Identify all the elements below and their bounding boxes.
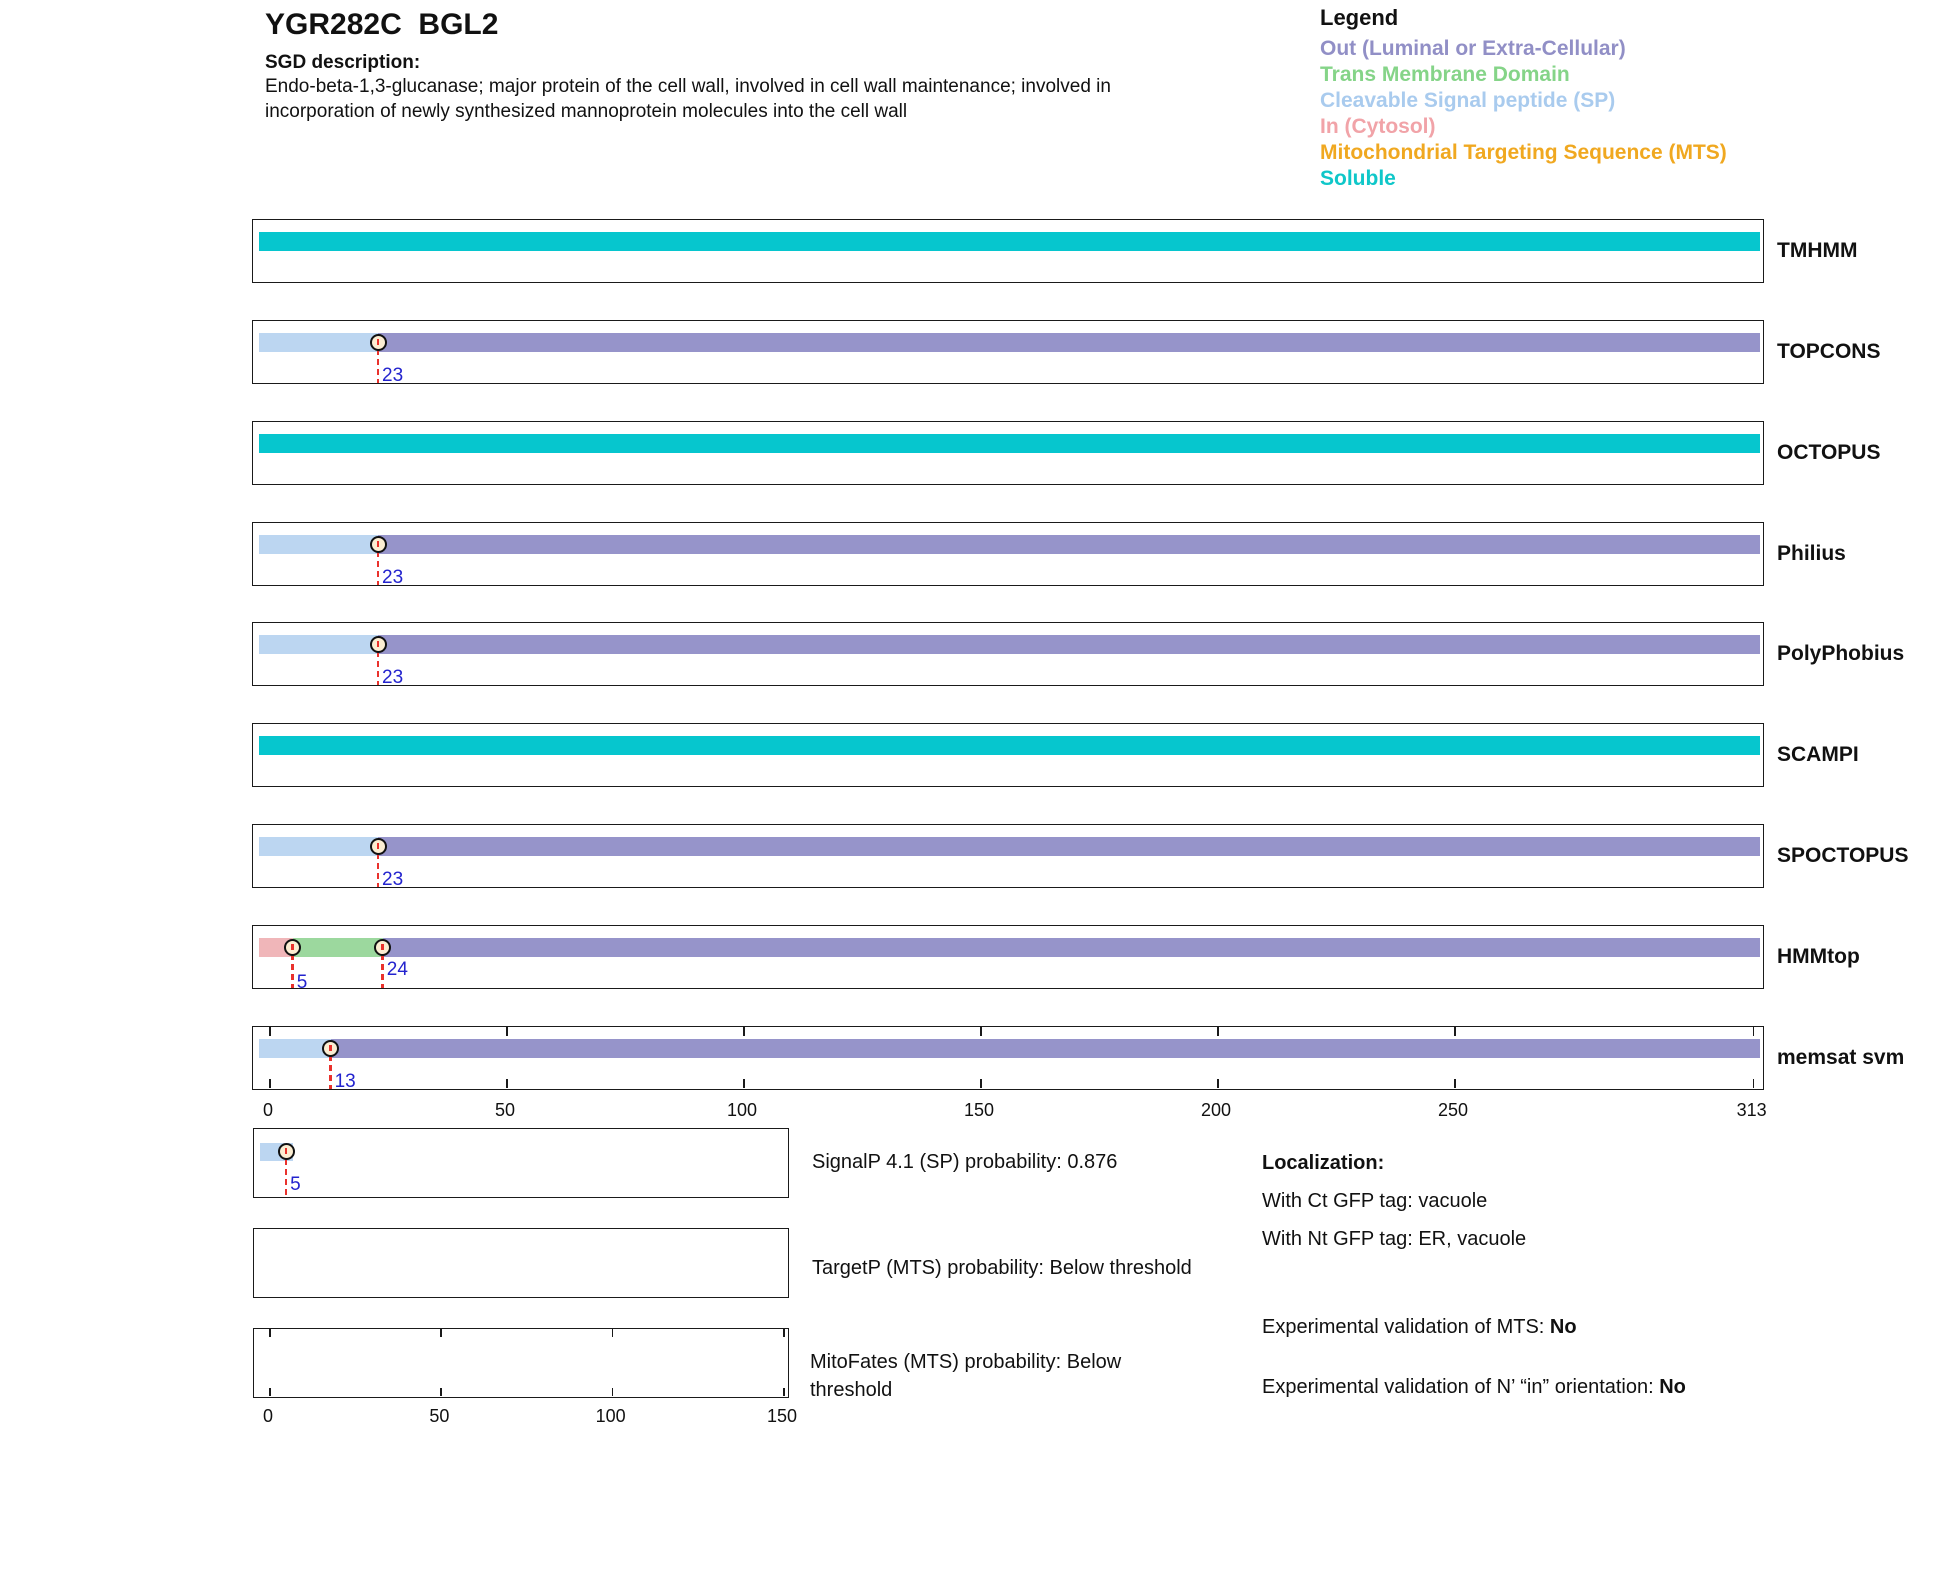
marker-line <box>291 954 294 988</box>
track-label-tmhmm: TMHMM <box>1777 239 1858 262</box>
marker-circle <box>278 1143 295 1160</box>
axis-tick <box>269 1027 271 1036</box>
track-label-octopus: OCTOPUS <box>1777 441 1881 464</box>
segment-sp <box>259 333 378 352</box>
sgd-description-text <box>265 74 1255 124</box>
marker-line <box>285 1159 288 1197</box>
segment-out <box>378 837 1760 856</box>
sgd-description-line: Endo-beta-1,3-glucanase; major protein of the cell wall, involved in cell wall maintenance; involved in <box>265 76 1111 97</box>
position-label: 5 <box>290 1174 301 1195</box>
axis-tick-label: 100 <box>595 1406 626 1426</box>
mts-validation-text: Experimental validation of MTS: <box>1262 1316 1550 1338</box>
track-box-philius <box>252 522 1764 586</box>
track-box-topcons <box>252 320 1764 384</box>
segment-sp <box>259 1039 331 1058</box>
orientation-validation-value: No <box>1659 1376 1686 1398</box>
localization-nt-gfp: With Nt GFP tag: ER, vacuole <box>1262 1228 1527 1250</box>
legend-item: Mitochondrial Targeting Sequence (MTS) <box>1320 141 1727 164</box>
marker-dot <box>377 541 380 547</box>
segment-out <box>378 535 1760 554</box>
axis-tick <box>269 1329 271 1337</box>
marker-line <box>377 853 380 887</box>
marker-line <box>377 551 380 585</box>
legend-title: Legend <box>1320 5 1399 30</box>
axis-tick <box>1753 1079 1755 1088</box>
segment-out <box>383 938 1760 957</box>
axis-tick <box>980 1027 982 1036</box>
marker-dot <box>377 339 380 345</box>
marker-circle <box>370 536 387 553</box>
plot-box-2 <box>253 1328 789 1398</box>
legend-items <box>1320 36 1727 192</box>
localization-panel <box>1262 1152 1912 1432</box>
marker-line <box>377 651 380 685</box>
axis-tick <box>506 1027 508 1036</box>
sgd-description-label: SGD description: <box>265 52 421 73</box>
track-box-spoctopus <box>252 824 1764 888</box>
marker-line <box>377 349 380 383</box>
plot-label-2: MitoFates (MTS) probability: Below threshold <box>810 1351 1122 1401</box>
axis-tick-label: 50 <box>494 1100 516 1120</box>
legend-item: Out (Luminal or Extra-Cellular) <box>1320 37 1626 60</box>
position-label: 23 <box>382 869 404 890</box>
track-label-spoctopus: SPOCTOPUS <box>1777 844 1909 867</box>
marker-line <box>381 954 384 988</box>
axis-tick <box>269 1388 271 1396</box>
segment-tm <box>293 938 383 957</box>
axis-tick <box>506 1079 508 1088</box>
marker-circle <box>370 636 387 653</box>
legend-item: Cleavable Signal peptide (SP) <box>1320 89 1616 112</box>
axis-tick <box>743 1027 745 1036</box>
axis-tick <box>440 1329 442 1337</box>
track-box-hmmtop <box>252 925 1764 993</box>
segment-sp <box>259 535 378 554</box>
axis-tick-label: 0 <box>262 1406 273 1426</box>
track-box-tmhmm <box>252 219 1764 283</box>
segment-soluble <box>259 434 1760 453</box>
track-label-philius: Philius <box>1777 542 1846 565</box>
axis-tick-label: 313 <box>1736 1100 1767 1120</box>
axis-tick <box>1454 1079 1456 1088</box>
position-label: 5 <box>296 972 308 993</box>
position-label: 24 <box>386 959 408 980</box>
position-label: 23 <box>382 567 404 588</box>
segment-out <box>378 635 1760 654</box>
plot-label-1: TargetP (MTS) probability: Below threshold <box>812 1257 1192 1279</box>
track-box-octopus <box>252 421 1764 485</box>
axis-tick-label: 0 <box>262 1100 273 1120</box>
axis-tick-label: 150 <box>963 1100 995 1120</box>
marker-dot <box>291 944 294 950</box>
segment-out <box>331 1039 1760 1058</box>
axis-tick <box>743 1079 745 1088</box>
plot-box-1 <box>253 1228 789 1298</box>
marker-dot <box>285 1148 288 1154</box>
axis-tick <box>1217 1079 1219 1088</box>
track-box-polyphobius <box>252 622 1764 686</box>
segment-soluble <box>259 736 1760 755</box>
position-label: 23 <box>382 667 404 688</box>
segment-soluble <box>259 232 1760 251</box>
position-label: 23 <box>382 365 404 386</box>
track-box-scampi <box>252 723 1764 787</box>
sgd-description-line: incorporation of newly synthesized mannoprotein molecules into the cell wall <box>265 101 908 122</box>
marker-circle <box>370 334 387 351</box>
marker-dot <box>329 1045 332 1051</box>
axis-tick <box>1454 1027 1456 1036</box>
localization-title: Localization: <box>1262 1152 1385 1174</box>
track-label-polyphobius: PolyPhobius <box>1777 642 1905 665</box>
axis-tick <box>783 1329 785 1337</box>
legend-item: Soluble <box>1320 167 1396 190</box>
legend-item: In (Cytosol) <box>1320 115 1436 138</box>
axis-tick <box>269 1079 271 1088</box>
marker-dot <box>381 944 384 950</box>
axis-tick <box>980 1079 982 1088</box>
page-title: YGR282C BGL2 <box>265 8 499 41</box>
track-label-hmmtop: HMMtop <box>1777 945 1860 968</box>
axis-tick-label: 100 <box>726 1100 758 1120</box>
legend-item: Trans Membrane Domain <box>1320 63 1570 86</box>
localization-ct-gfp: With Ct GFP tag: vacuole <box>1262 1190 1488 1212</box>
axis-tick-label: 150 <box>766 1406 798 1426</box>
mts-validation-line <box>1262 1316 1577 1339</box>
axis-tick-label: 50 <box>429 1406 450 1426</box>
marker-dot <box>377 843 380 849</box>
segment-sp <box>259 635 378 654</box>
axis-tick <box>1753 1027 1755 1036</box>
marker-dot <box>377 641 380 647</box>
axis-tick-label: 250 <box>1437 1100 1469 1120</box>
track-label-memsat-svm: memsat svm <box>1777 1046 1905 1069</box>
axis-tick-label: 200 <box>1200 1100 1232 1120</box>
axis-tick <box>612 1388 614 1396</box>
track-box-memsat-svm <box>252 1026 1764 1090</box>
legend <box>1320 5 1727 192</box>
axis-tick <box>1217 1027 1219 1036</box>
axis-tick <box>783 1388 785 1396</box>
track-label-topcons: TOPCONS <box>1777 340 1881 363</box>
orientation-validation-line <box>1262 1376 1686 1399</box>
marker-circle <box>322 1040 339 1057</box>
track-label-scampi: SCAMPI <box>1777 743 1859 766</box>
mts-validation-value: No <box>1549 1316 1577 1338</box>
plot-box-0 <box>253 1128 789 1198</box>
plot-label-0: SignalP 4.1 (SP) probability: 0.876 <box>812 1151 1118 1173</box>
axis-tick <box>440 1388 442 1396</box>
segment-out <box>378 333 1760 352</box>
marker-line <box>329 1055 332 1089</box>
position-label: 13 <box>334 1071 356 1092</box>
orientation-validation-text: Experimental validation of N’ “in” orientation: <box>1262 1376 1660 1398</box>
segment-sp <box>259 837 378 856</box>
axis-tick <box>612 1329 614 1337</box>
marker-circle <box>370 838 387 855</box>
